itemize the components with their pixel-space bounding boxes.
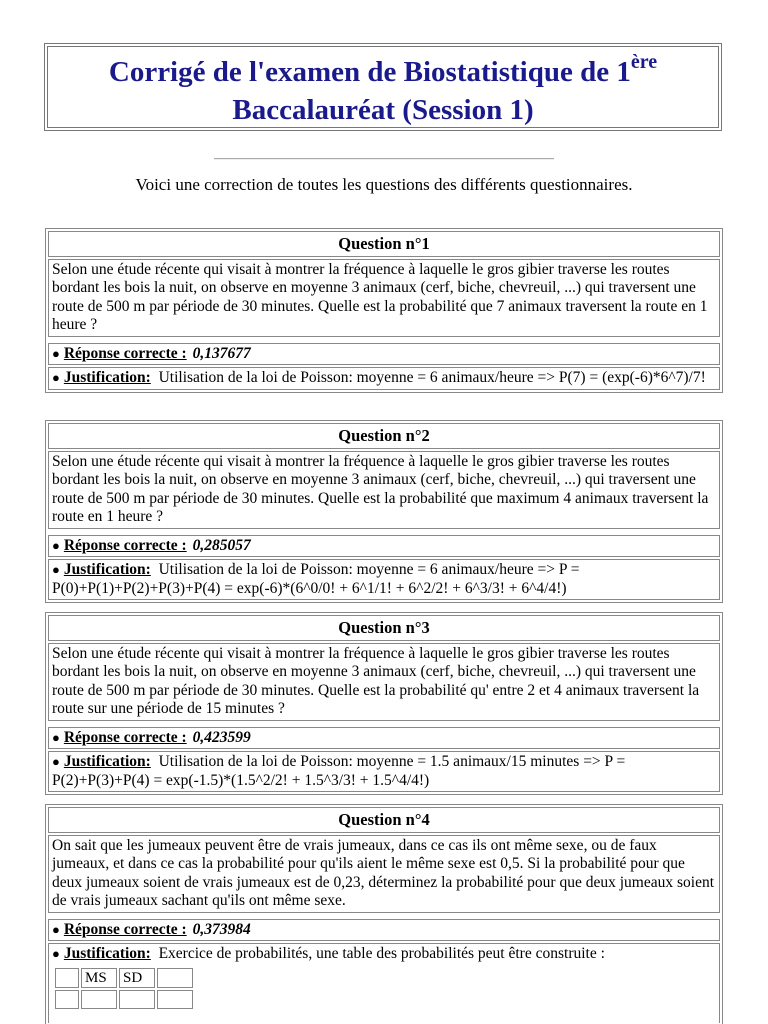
question-text: Selon une étude récente qui visait à montrer la fréquence à laquelle le gros gibier traverse les routes bordant les bois la nuit, on observe en moyenne 3 animaux (cerf, biche, chevreuil, ...) qui traversent une route de 500 m par période de 30 minutes. Quelle est la probabilité que maximum 4 animaux traversent la route en 1 heure ? (48, 451, 720, 529)
title-text-line1: Corrigé de l'examen de Biostatistique de 1 (108, 56, 631, 88)
justification-row (48, 751, 720, 792)
answer-row (48, 343, 720, 366)
intro-text: Voici une correction de toutes les questions des différents questionnaires. (135, 175, 633, 194)
bullet-icon: ● (52, 729, 60, 745)
table-cell (157, 968, 193, 989)
answer-value: 0,373984 (192, 920, 251, 938)
table-row (55, 990, 193, 1009)
bullet-icon: ● (52, 946, 60, 961)
justification-row (48, 367, 720, 390)
justification-text: Utilisation de la loi de Poisson: moyenne = 6 animaux/heure => P = P(0)+P(1)+P(2)+P(3)+P(4) = exp(-6)*(6^0/0! + 6^1/1! + 6^2/2! + 6^3/3! + 6^4/4!) (52, 561, 580, 597)
question-title: Question n°1 (48, 231, 720, 257)
bullet-icon: ● (52, 562, 60, 577)
answer-value: 0,423599 (192, 728, 251, 746)
question-block-2 (45, 420, 723, 603)
table-header-ms: MS (81, 968, 117, 989)
justification-row (48, 943, 720, 1023)
justification-text: Exercice de probabilités, une table des probabilités peut être construite : (158, 945, 605, 962)
answer-row (48, 919, 720, 942)
table-header-sd: SD (119, 968, 155, 989)
answer-label: Réponse correcte : (63, 536, 187, 554)
answer-row (48, 727, 720, 750)
bullet-icon: ● (52, 754, 60, 769)
question-title: Question n°2 (48, 423, 720, 449)
bullet-icon: ● (52, 345, 60, 361)
answer-value: 0,137677 (192, 344, 251, 362)
justification-label: Justification: (63, 561, 151, 578)
question-block-3 (45, 612, 723, 795)
question-title: Question n°4 (48, 807, 720, 833)
answer-row (48, 535, 720, 558)
justification-text: Utilisation de la loi de Poisson: moyenne = 6 animaux/heure => P(7) = (exp(-6)*6^7)/7! (158, 369, 706, 386)
bullet-icon: ● (52, 921, 60, 937)
answer-value: 0,285057 (192, 536, 251, 554)
answer-label: Réponse correcte : (63, 344, 187, 362)
title-superscript: ère (630, 51, 658, 74)
bullet-icon: ● (52, 370, 60, 385)
question-block-1 (45, 228, 723, 393)
justification-label: Justification: (63, 945, 151, 962)
title-box (44, 43, 722, 131)
justification-row (48, 559, 720, 600)
question-block-4 (45, 804, 723, 1024)
justification-label: Justification: (63, 753, 151, 770)
question-title: Question n°3 (48, 615, 720, 641)
justification-text: Utilisation de la loi de Poisson: moyenne = 1.5 animaux/15 minutes => P = P(2)+P(3)+P(4) = exp(-1.5)*(1.5^2/2! + 1.5^3/3! + 1.5^4/4!) (52, 753, 626, 789)
question-text: Selon une étude récente qui visait à montrer la fréquence à laquelle le gros gibier traverse les routes bordant les bois la nuit, on observe en moyenne 3 animaux (cerf, biche, chevreuil, ...) qui traversent une route de 500 m par période de 30 minutes. Quelle est la probabilité qu' entre 2 et 4 animaux traversent la route sur une période de 15 minutes ? (48, 643, 720, 721)
page-title (47, 46, 719, 128)
probability-table (53, 966, 195, 1012)
table-cell (81, 990, 117, 1009)
answer-label: Réponse correcte : (63, 728, 187, 746)
bullet-icon: ● (52, 537, 60, 553)
title-text-line2: Baccalauréat (Session 1) (232, 94, 534, 126)
justification-label: Justification: (63, 369, 151, 386)
answer-label: Réponse correcte : (63, 920, 187, 938)
divider (214, 158, 554, 160)
table-row (55, 968, 193, 989)
question-text: On sait que les jumeaux peuvent être de vrais jumeaux, dans ce cas ils ont même sexe, ou de faux jumeaux, et dans ce cas la probabilité pour qu'ils aient le même sexe est 0,5. Si la probabilité pour que deux jumeaux soient de vrais jumeaux est de 0,23, déterminez la probabilité pour que deux jumeaux soient de vrais jumeaux sachant qu'ils ont même sexe. (48, 835, 720, 913)
table-cell (55, 990, 79, 1009)
table-cell (55, 968, 79, 989)
table-cell (119, 990, 155, 1009)
question-text: Selon une étude récente qui visait à montrer la fréquence à laquelle le gros gibier traverse les routes bordant les bois la nuit, on observe en moyenne 3 animaux (cerf, biche, chevreuil, ...) qui traversent une route de 500 m par période de 30 minutes. Quelle est la probabilité que 7 animaux traversent la route en 1 heure ? (48, 259, 720, 337)
table-cell (157, 990, 193, 1009)
